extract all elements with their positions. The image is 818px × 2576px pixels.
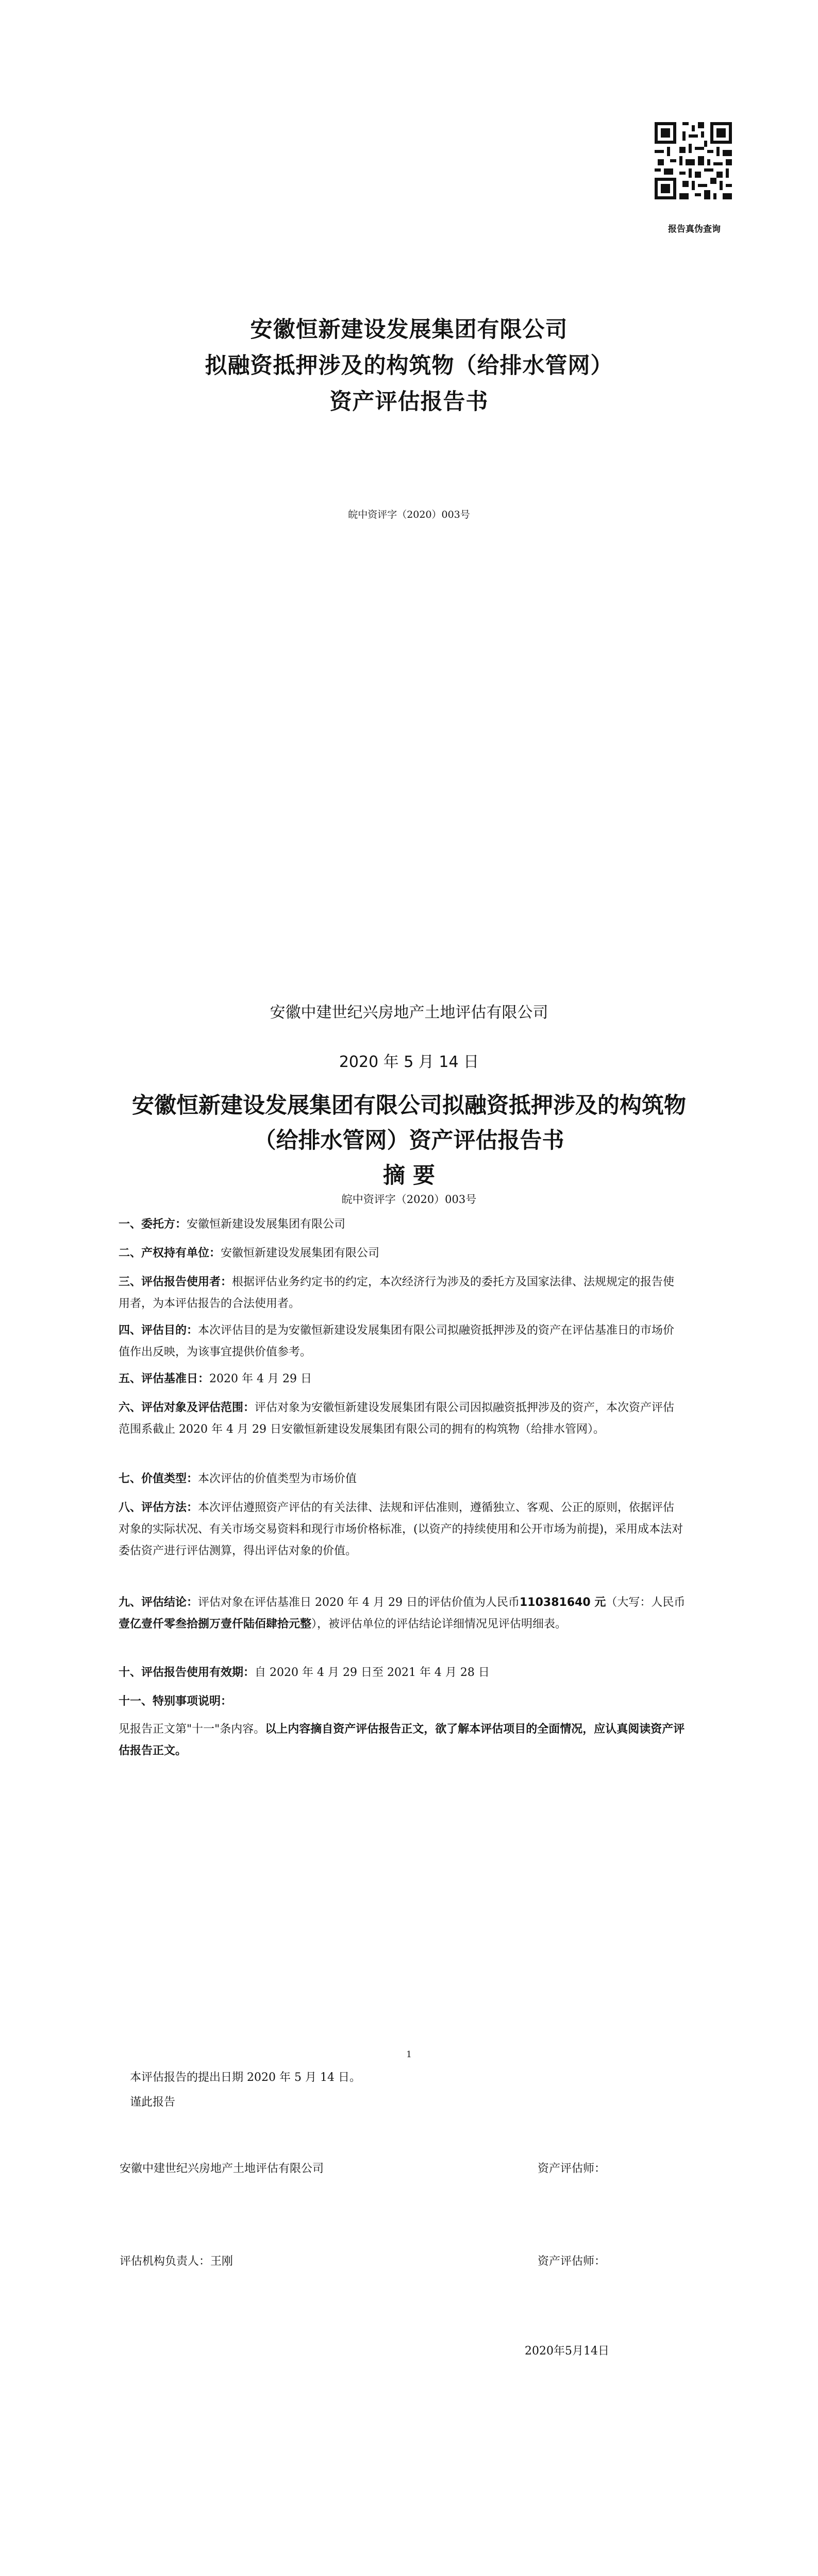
item-text: 本次评估的价值类型为市场价值 [198,1472,357,1485]
item-text: 评估对象在评估基准日 2020 年 4 月 29 日的评估价值为人民币 [198,1596,520,1609]
summary-item-purpose [119,1320,686,1363]
institution-head-label: 评估机构负责人：王刚 [120,2255,233,2268]
summary-item-value-type [119,1468,686,1490]
appraiser-signature-label-2: 资产评估师： [538,2255,606,2268]
summary-heading: 摘 要 [383,1163,435,1189]
item-text: 2020 年 4 月 29 日 [209,1372,312,1385]
summary-item-client [119,1214,686,1235]
item-text: 本次评估目的是为安徽恒新建设发展集团有限公司拟融资抵押涉及的资产在评估基准日的市场价值作出反映，为该事宜提供价值参考。 [119,1324,675,1359]
item-head: 一、委托方： [119,1218,187,1231]
item-head: 七、价值类型： [119,1472,198,1485]
cover-organization: 安徽中建世纪兴房地产土地评估有限公司 [270,1004,548,1022]
item-text: 安徽恒新建设发展集团有限公司 [221,1247,380,1260]
appraised-amount: 110381640 元 [519,1596,606,1609]
summary-item-special [119,1691,686,1713]
summary-item-method [119,1497,686,1562]
item-text: 评估对象为安徽恒新建设发展集团有限公司因拟融资抵押涉及的资产，本次资产评估范围系截止 2020 年 4 月 29 日安徽恒新建设发展集团有限公司的拥有的构筑物（给排水管网）。 [119,1401,675,1436]
appraised-amount-words: 壹亿壹仟零叁拾捌万壹仟陆佰肆拾元整 [119,1618,312,1631]
item-head: 八、评估方法： [119,1501,198,1514]
cover-date: 2020 年 5 月 14 日 [339,1053,479,1071]
signing-organization: 安徽中建世纪兴房地产土地评估有限公司 [120,2162,324,2175]
item-head: 十、评估报告使用有效期： [119,1666,255,1679]
item-text: 自 2020 年 4 月 29 日至 2021 年 4 月 28 日 [255,1666,490,1679]
item-head: 四、评估目的： [119,1324,198,1337]
cover-title-line-1: 安徽恒新建设发展集团有限公司 [250,317,568,343]
summary-item-users [119,1272,686,1315]
summary-item-validity [119,1662,686,1684]
item-head: 九、评估结论： [119,1596,198,1609]
special-bold-text: 以上内容摘自资产评估报告正文，欲了解本评估项目的全面情况，应认真阅读资产评估报告正文。 [119,1723,685,1757]
signing-date: 2020年5月14日 [525,2345,609,2358]
summary-report-number: 皖中资评字（2020）003号 [341,1193,477,1206]
summary-item-scope [119,1397,686,1440]
respectfully-submitted: 谨此报告 [130,2096,176,2109]
summary-title-line-2: （给排水管网）资产评估报告书 [254,1128,564,1154]
item-head: 三、评估报告使用者： [119,1276,232,1289]
submit-date-text: 本评估报告的提出日期 2020 年 5 月 14 日。 [130,2071,361,2084]
cover-title-line-3: 资产评估报告书 [329,389,489,415]
item-head: 十一、特别事项说明： [119,1695,232,1708]
item-text: 根据评估业务约定书的约定，本次经济行为涉及的委托方及国家法律、法规规定的报告使用者，为本评估报告的合法使用者。 [119,1276,675,1310]
item-text: 本次评估遵照资产评估的有关法律、法规和评估准则，遵循独立、客观、公正的原则，依据评估对象的实际状况、有关市场交易资料和现行市场价格标准，(以资产的持续使用和公开市场为前提)，采用成本法对委估资产进行评估测算，得出评估对象的价值。 [119,1501,683,1557]
page-number-1: 1 [406,2049,412,2060]
item-text: ），被评估单位的评估结论详细情况见评估明细表。 [311,1618,567,1631]
appraiser-signature-label-1: 资产评估师： [538,2162,606,2175]
cover-title-line-2: 拟融资抵押涉及的构筑物（给排水管网） [205,353,613,379]
summary-special-text [119,1719,686,1762]
item-text: （大写：人民币 [606,1596,686,1609]
summary-item-owner [119,1243,686,1264]
item-head: 二、产权持有单位： [119,1247,221,1260]
qr-caption: 报告真伪查询 [668,224,721,234]
item-text: 安徽恒新建设发展集团有限公司 [187,1218,346,1231]
cover-report-number: 皖中资评字（2020）003号 [348,509,470,520]
summary-item-base-date [119,1368,686,1390]
summary-item-conclusion [119,1592,686,1635]
item-head: 五、评估基准日： [119,1372,210,1385]
qr-code-icon[interactable] [655,120,732,202]
item-head: 六、评估对象及评估范围： [119,1401,255,1414]
summary-title-line-1: 安徽恒新建设发展集团有限公司拟融资抵押涉及的构筑物 [132,1093,686,1118]
special-text: 见报告正文第"十一"条内容。 [119,1723,265,1736]
